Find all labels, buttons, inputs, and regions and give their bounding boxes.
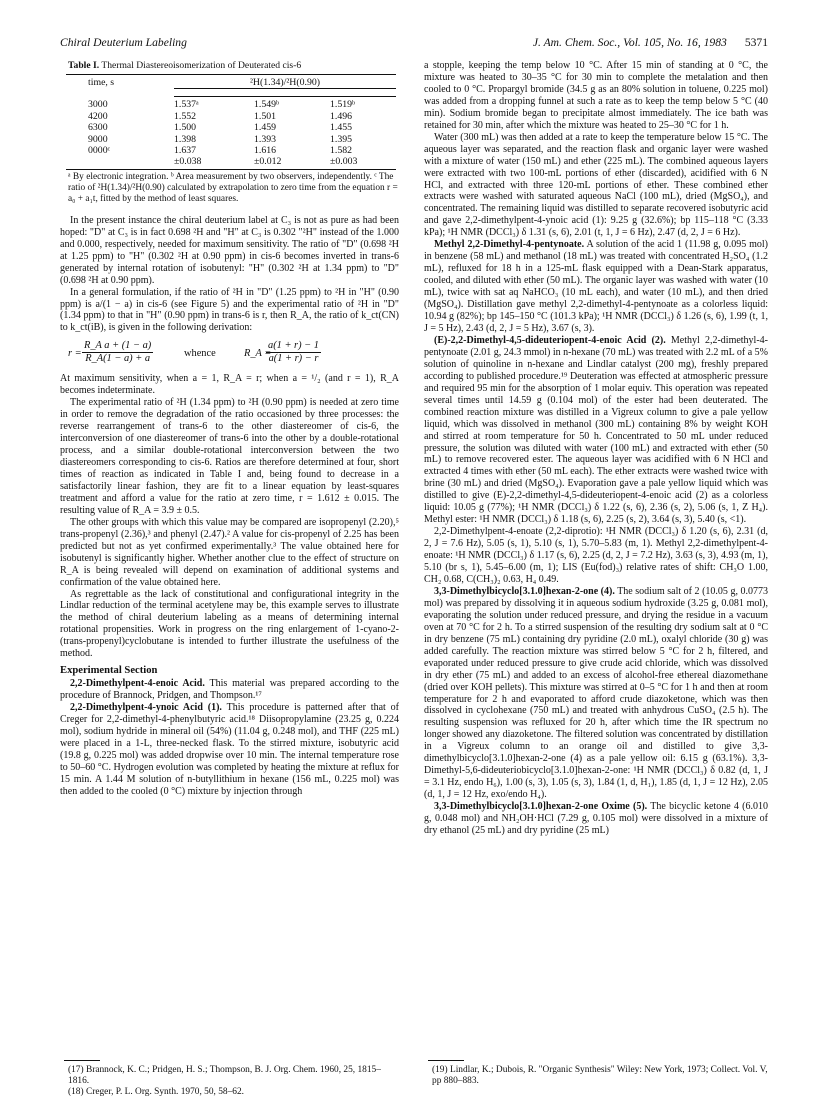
left-column xyxy=(60,60,399,798)
procedure-text: Methyl 2,2-dimethyl-4-pentynoate (2.01 g, 24.3 mmol) in n-hexane (70 mL) was treated with 2.2 mL of a 5% solution of quinoline in n-hexane and Lindlar catalyst (200 mg), freshly prepared according to published procedure.¹⁹ Deuteration was effected at atmospheric pressure and required 95 min for the absorption of 1 molar equiv. This operation was repeated several times until 14.59 g (0.104 mol) of the ester had been deuterated. The combined reaction mixture was distilled in a Vigreux column to give a pale yellow liquid, which was dissolved in methanol (300 mL) containing 8% by weight KOH and stirred at room temperature for 50 h. Concentrated to 50 mL under reduced pressure, the solution was diluted with water (100 mL) and extracted with ether (50 mL) to remove recovered ester. The aqueous layer was acidified with 6 N HCl and extracted 4 times with ether (50 mL each). The ether extracts were washed twice with brine (30 mL) and dried (MgSO₄). Evaporation gave a pale yellow liquid which was distilled to give (E)-2,2-dimethyl-4,5-dideuteriopent-4-enoic acid (2) as a colorless liquid: 10.05 g (77%); ¹H NMR (DCCl₃) δ 1.22 (s, 6), 2.36 (s, 2), 5.06 (s, 1, Z H₄). Methyl ester: ¹H NMR (DCCl₃) δ 1.18 (s, 6), 2.25 (s, 2), 3.64 (s, 3), 5.40 (s, <1). xyxy=(424,334,768,526)
table-cell: 4200 xyxy=(88,110,108,122)
derivation-equation xyxy=(66,339,399,369)
journal-name: J. Am. Chem. Soc., Vol. 105, No. 16, 1983 xyxy=(532,36,727,49)
table-cell: 1.537ᵃ xyxy=(174,99,199,111)
paragraph: In a general formulation, if the ratio of ²H in "D" (1.25 ppm) to ²H in "H" (0.90 ppm) is a/(1 − a) in cis-6 (see Figure 5) and the experimental ratio of ²H in "D" (1.34 ppm) to that in "H" (0.90 ppm) in trans-6 is r, then R_A, the ratio of k_ct(CN) to k_ct(iB), is given in the following derivation: xyxy=(60,286,399,334)
table-row xyxy=(66,156,396,169)
table-cell: 1.455 xyxy=(330,122,353,134)
paragraph: As regrettable as the lack of constitutional and configurational integrity in the Lindlar reduction of the terminal acetylene may be, this example serves to illustrate the method of chiral deuterium labeling as a means of determining internal rotational propensities. Work in progress on the ring enlargement of 1-cyano-2-(trans-propenyl)cyclobutane is intended to further illustrate the usefulness of the method. xyxy=(60,588,399,660)
table-cell: ±0.012 xyxy=(254,156,330,169)
table-cell: 3000 xyxy=(88,98,108,110)
footnote-19: (19) Lindlar, K.; Dubois, R. "Organic Synthesis" Wiley: New York, 1973; Collect. Vol. V, pp 880–883. xyxy=(432,1065,768,1086)
table-cell: ±0.003 xyxy=(330,156,396,169)
section-heading: Experimental Section xyxy=(60,665,158,677)
table-cell xyxy=(66,156,174,169)
footnotes-right xyxy=(424,1060,768,1087)
table-row xyxy=(66,134,396,145)
footnote-rule xyxy=(428,1060,464,1061)
table-cell: 0000ᶜ xyxy=(88,145,111,157)
table-caption xyxy=(68,60,399,71)
table-title: Thermal Diastereoisomerization of Deuterated cis-6 xyxy=(101,60,302,71)
procedure-title: 2,2-Dimethylpent-4-enoic Acid. xyxy=(70,678,205,690)
paragraph: The other groups with which this value may be compared are isopropenyl (2.20),⁵ trans-propenyl (2.36),³ and phenyl (2.47).² A value for cis-propenyl of 2.25 has been predicted but not as yet confirmed experimentally.³ The value obtained here for isobutenyl is significantly higher. Whether another clue to the effect of structure on R_A is being revealed will depend on examination of additional systems and confirmation of the value obtained here. xyxy=(60,516,399,588)
table-cell: 1.519ᵇ xyxy=(330,99,356,111)
table-cell: 1.496 xyxy=(330,110,353,122)
table-header-ratio: ²H(1.34)/²H(0.90) xyxy=(174,75,396,89)
paragraph: At maximum sensitivity, when a = 1, R_A = r; when a = ¹/₂ (and r = 1), R_A becomes indeterminate. xyxy=(60,373,399,397)
diastereoisomerization-table xyxy=(66,74,396,170)
table-cell: 9000 xyxy=(88,133,108,145)
footnote-17: (17) Brannock, K. C.; Pridgen, H. S.; Thompson, B. J. Org. Chem. 1960, 25, 1815–1816. xyxy=(68,1065,381,1086)
page-number: 5371 xyxy=(744,36,768,49)
paragraph: 2,2-Dimethylpent-4-enoate (2,2-diprotio): ¹H NMR (DCCl₃) δ 1.20 (s, 6), 2.31 (d, 2, J = 7.6 Hz), 5.05 (s, 1), 5.10 (s, 1), 5.70–5.83 (m, 1). Methyl 2,2-dimethylpent-4-enoate: ¹H NMR (DCCl₃) δ 1.17 (s, 6), 2.25 (d, 2, J = 7.2 Hz), 3.63 (s, 3), 4.93 (m, 1), 5.10 (br s, 1), 5.45–6.00 (m, 1); LIS (Eu(fod)₃) relative rates of shift: CH₃O 1.00, CH₂ 0.68, C(CH₃)₂ 0.63, H₄ 0.49. xyxy=(424,526,768,585)
procedure-title: (E)-2,2-Dimethyl-4,5-dideuteriopent-4-enoic Acid (2). xyxy=(434,334,666,346)
procedure-paragraph xyxy=(424,239,768,335)
footnote-18: (18) Creger, P. L. Org. Synth. 1970, 50, 58–62. xyxy=(68,1087,245,1097)
procedure-title: Methyl 2,2-Dimethyl-4-pentynoate. xyxy=(434,239,585,251)
table-cell: ±0.038 xyxy=(174,156,254,169)
table-cell: 1.393 xyxy=(254,133,277,145)
table-cell: 1.500 xyxy=(174,122,197,134)
paragraph: In the present instance the chiral deuterium label at C₃ is not as pure as had been hoped: "D" at C₃ is in fact 0.698 ²H and "H" at C₃ is 0.302 "²H" instead of the 1.000 and 0.000, respectively, needed for maximum sensitivity. The ratio of "D" (0.698 ²H at 1.25 ppm) to "H" (0.302 ²H at 0.90 ppm) in cis-6 becomes inverted in trans-6 generated by internal rotation of isobutenyl: "H" (0.302 ²H at 1.34 ppm) to "D" (0.698 ²H at 0.90 ppm). xyxy=(60,214,399,286)
equation-lhs: r = xyxy=(68,348,82,360)
table-cell: 1.616 xyxy=(254,145,277,157)
procedure-paragraph xyxy=(424,586,768,801)
procedure-title: 2,2-Dimethylpent-4-ynoic Acid (1). xyxy=(70,702,222,714)
procedure-title: 3,3-Dimethylbicyclo[3.1.0]hexan-2-one Oxime (5). xyxy=(434,801,648,813)
procedure-title: 3,3-Dimethylbicyclo[3.1.0]hexan-2-one (4). xyxy=(434,585,615,597)
equation-whence: whence xyxy=(184,348,216,360)
running-title: Chiral Deuterium Labeling xyxy=(60,36,187,49)
procedure-text: The sodium salt of 2 (10.05 g, 0.0773 mol) was prepared by dissolving it in aqueous sodium hydroxide (3.25 g, 0.081 mol), evaporating the solution under reduced pressure, and drying the residue in a vacuum oven at 70 °C for 2 h. To a stirred suspension of the resulting dry sodium salt at 0 °C in dry benzene (75 mL) containing dry pyridine (2.0 mL), oxalyl chloride (30 g) was added carefully. The reaction mixture was stirred below 5 °C for 2 h, filtered, and evaporated under reduced pressure to give crude acid chloride, which was dissolved in dry ether (75 mL) and added to an excess of alcohol-free ethereal diazomethane (dried over KOH pellets). This mixture was stirred at 0–5 °C for 1 h and then at room temperature for 2 h and evaporated to afford crude diazoketone, which was then dissolved in cyclohexane (750 mL) and treated with anhydrous CuSO₄ (2.5 h). The resulting suspension was refluxed for 20 h, after which time the IR spectrum no longer showed any diazoketone. The filtered solution was concentrated by distillation in a Vigreux column to an orange oil and distilled to give 3,3-dimethylbicyclo[3.1.0]hexan-2-one (4) as a pale yellow oil: 6.15 g (63.1%). 3,3-Dimethyl-5,6-dideuteriobicyclo[3.1.0]hexan-2-one: ¹H NMR (DCCl₃) δ 0.82 (d, 1, J = 3.1 Hz, endo H₆), 1.00 (s, 3), 1.05 (s, 3), 1.84 (1, d, H₁), 1.85 (d, 1, J = 12 Hz), 2.05 (d, 1, J = 12 Hz, exo/endo H₄). xyxy=(424,585,768,801)
table-cell: 1.459 xyxy=(254,122,277,134)
paragraph: Water (300 mL) was then added at a rate to keep the temperature below 15 °C. The aqueous layer was separated, and the reaction flask and organic layer were washed with a mixture of water (150 mL) and ether (225 mL). The combined aqueous layers were extracted with two 100-mL portions of ether (discarded), acidified with 6 N HCl, and extracted with three 120-mL portions of ether. These combined ether extracts were washed with saturated aqueous NaCl (100 mL), dried (MgSO₄), and concentrated. The remaining liquid was distilled to separate recovered isobutyric acid and gave 2,2-dimethylpent-4-ynoic acid (1): 9.25 g (32.6%); bp 115–118 °C (3.33 kPa); ¹H NMR (DCCl₃) δ 1.31 (s, 6), 2.01 (t, 1, J = 6 Hz), 2.47 (d, 2, J = 6 Hz). xyxy=(424,131,768,239)
footnote-rule xyxy=(64,1060,100,1061)
table-cell: 1.637 xyxy=(174,145,197,157)
journal-page xyxy=(58,36,768,1097)
table-cell: 1.582 xyxy=(330,145,353,157)
table-row xyxy=(66,122,396,133)
procedure-text: A solution of the acid 1 (11.98 g, 0.095 mol) in benzene (58 mL) and methanol (18 mL) was treated with concentrated H₂SO₄ (1.2 mL), refluxed for 18 h in a 125-mL flask equipped with a Dean-Stark apparatus, cooled, and diluted with ether (50 mL). The organic layer was washed with water (10 mL), twice with sat aq NaHCO₃ (10 mL each), and water (10 mL), and then dried (MgSO₄). Distillation gave methyl 2,2-dimethyl-4-pentynoate as a colorless liquid: 10.94 g (82%); bp 145–150 °C (101.3 kPa); ¹H NMR (DCCl₃) δ 1.26 (s, 6), 1.99 (t, 1, J = 5 Hz), 2.43 (d, 2, J = 5 Hz), 3.67 (s, 3). xyxy=(424,239,768,334)
equation-numerator: a(1 + r) − 1 xyxy=(268,340,319,352)
equation-numerator: R_A a + (1 − a) xyxy=(84,340,152,352)
table-cell: 1.398 xyxy=(174,133,197,145)
procedure-text: This procedure is patterned after that of Creger for 2,2-dimethyl-4-phenylbutyric acid.¹⁸ Diisopropylamine (23.25 g, 0.224 mol), sodium hydride in mineral oil (54%) (11.04 g, 0.248 mol), and THF (225 mL) were placed in a 1-L, three-necked flask. To the stirred mixture, isobutyric acid (19.8 g, 0.225 mol) was added dropwise over 10 min. The internal temperature rose to 50–60 °C. Hydrogen evolution was completed by heating the mixture at reflux for 15 min. A 1.44 M solution of n-butyllithium in hexane (156 mL, 0.225 mol) was then added to the cooled (0 °C) mixture by injection through xyxy=(60,702,399,797)
table-cell: 1.395 xyxy=(330,133,353,145)
running-header xyxy=(58,36,768,54)
journal-citation xyxy=(533,36,768,49)
equation-denominator: R_A(1 − a) + a xyxy=(85,353,151,365)
equation-denominator: a(1 + r) − r xyxy=(268,353,319,365)
equation-fraction-1 xyxy=(82,340,153,365)
table-header-time: time, s xyxy=(66,75,174,97)
table-cell: 1.552 xyxy=(174,110,197,122)
paragraph: The experimental ratio of ²H (1.34 ppm) to ²H (0.90 ppm) is needed at zero time in order to remove the degradation of the ratio occasioned by three processes: the reverse rearrangement of trans-6 to the other diastereomer of cis-6, the interconversion of one diastereomer of trans-6 into the other by a double-rotational process, and a similar double-rotational interconversion between the two diastereomers corresponding to cis-6. Ratios are therefore determined at four, short times of reaction as indicated in Table I and, being found to decrease in a satisfactorily linear fashion, they are fit to a linear equation by least-squares treatment and afford a value for the ratio at zero time, r = 1.612 ± 0.015. The resulting value of R_A = 3.9 ± 0.5. xyxy=(60,397,399,516)
procedure-text: The bicyclic ketone 4 (6.010 g, 0.048 mol) and NH₂OH·HCl (7.29 g, 0.105 mol) were dissolved in a mixture of dry ethanol (25 mL) and dry pyridine (25 mL) xyxy=(424,801,768,836)
table-row xyxy=(66,145,396,156)
procedure-text: This material was prepared according to the procedure of Brannock, Pridgen, and Thompson.¹⁷ xyxy=(60,678,399,702)
footnotes-left xyxy=(60,1060,399,1098)
table-row xyxy=(66,111,396,122)
right-column xyxy=(424,60,768,837)
table-label: Table I. xyxy=(68,60,100,71)
table-cell: 1.549ᵇ xyxy=(254,99,280,111)
table-cell: 1.501 xyxy=(254,110,277,122)
table-row xyxy=(66,97,396,111)
procedure-paragraph xyxy=(60,702,399,798)
table-cell: 6300 xyxy=(88,122,108,134)
procedure-paragraph xyxy=(424,801,768,837)
procedure-paragraph xyxy=(60,678,399,702)
procedure-paragraph xyxy=(424,335,768,526)
equation-fraction-2 xyxy=(266,340,321,365)
paragraph: a stopple, keeping the temp below 10 °C. After 15 min of standing at 0 °C, the mixture was heated to 30–35 °C for 30 min to complete the metalation and then cooled to 0 °C. Propargyl bromide (34.5 g as an 80% solution in toluene, 0.225 mol) was added from a dropping funnel at such a rate as to keep the temp below 5 °C (40 min). Sodium bromide began to precipitate almost immediately. The ice bath was retained for 30 min, after which the mixture was heated to 25–30 °C for 1 h. xyxy=(424,60,768,131)
table-body xyxy=(66,97,396,169)
table-footnote: ᵃ By electronic integration. ᵇ Area measurement by two observers, independently. ᶜ The ratio of ²H(1.34)/²H(0.90) calculated by extrapolation to zero time from the equation r = a₀ + a₁t, fitted by the method of least squares. xyxy=(68,171,398,204)
equation-ra: R_A = xyxy=(244,348,272,360)
